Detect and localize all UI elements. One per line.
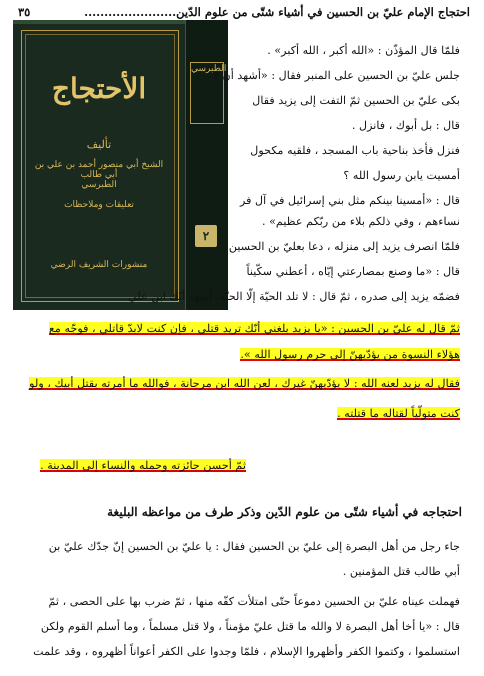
book-cover-line: تعليقات وملاحظات [64, 200, 134, 210]
text-line: فنزل فأخذ بناحية باب المسجد ، فلقيه مكحول [250, 144, 460, 157]
volume-number: ٢ [195, 225, 217, 247]
highlighted-line [34, 347, 460, 363]
book-cover-title: الأحتجاج [51, 72, 147, 105]
text-line: فلمّا قال المؤذّن : «الله أكبر ، الله أكبر» . [267, 44, 460, 57]
highlighted-text: هؤلاء النسوة من يؤدّيهنّ إلى حرم رسول الله ». [240, 348, 460, 361]
book-cover-image [13, 20, 227, 310]
text-line: أمسيت يابن رسول الله ؟ [343, 169, 460, 182]
text-line: استسلموا ، وكتموا الكفر وأظهروا الإسلام ، فلمّا وجدوا على الكفر أعواناً أظهروه ، وقد علمت [33, 645, 460, 658]
text-line: فضمّه يزيد إلى صدره ، ثمّ قال : لا تلد الحيّة إلّا الحيّة، أشهد أنّك ابن علي [128, 290, 460, 303]
highlighted-line [34, 458, 246, 474]
page-number: ٣٥ [18, 5, 31, 19]
spine-label: الطبرسي [190, 62, 224, 124]
highlighted-line [34, 406, 460, 422]
highlighted-line [29, 376, 460, 392]
running-title: احتجاج الإمام عليّ بن الحسين في أشياء شتّى من علوم الدّين....................... [84, 5, 470, 19]
text-line: قال : «ما وصنع بمصارعتي إيّاه ، أعطني سكّيناً [246, 265, 460, 278]
section-heading: احتجاجه في أشياء شتّى من علوم الدّين وذكر طرف من مواعظه البليغة [107, 505, 462, 519]
highlighted-text: كنت متولّياً لقتاله ما قتلته . [337, 407, 460, 420]
text-line: فلمّا انصرف يزيد إلى منزله ، دعا بعليّ بن الحسين [228, 240, 460, 253]
book-cover-line: تأليف [86, 138, 112, 151]
book-cover-line: منشورات الشريف الرضي [50, 260, 148, 270]
text-line: نساءهم ، وفي ذلكم بلاء من ربّكم عظيم» . [261, 215, 460, 228]
text-line: قال : «يا أخا أهل البصرة لا والله ما قتل عليّ مؤمناً ، ولا قتل مسلماً ، وما أسلم القوم ولكن [40, 620, 460, 633]
book-spine [185, 20, 228, 310]
text-line: قال : «أمسينا بينكم مثل بني إسرائيل في آل فر [239, 194, 460, 207]
text-line: قال : بل أبوك ، فانزل . [351, 119, 460, 132]
highlighted-line [34, 321, 460, 337]
page-header [18, 2, 470, 22]
highlighted-text: ثمّ أحسن جائزته وحمله والنساء إلى المدينة . [40, 459, 246, 472]
text-line: جلس عليّ بن الحسين على المنبر فقال : «أشهد أن لا [212, 69, 460, 82]
book-cover-line: الشيخ أبي منصور أحمد بن علي بن أبي طالب [34, 160, 164, 180]
text-line: جاء رجل من أهل البصرة إلى عليّ بن الحسين فقال : يا عليّ بن الحسين إنّ جدّك عليّ بن [48, 540, 460, 553]
text-line: أبي طالب قتل المؤمنين . [342, 565, 460, 578]
book-cover-line: الطبرسي [81, 180, 117, 190]
highlighted-text: ثمّ قال له عليّ بن الحسين : «يا يزيد بلغني أنّك تريد قتلي ، فإن كنت لابدّ قاتلي ، فوجّه مع [48, 322, 460, 335]
text-line: فهملت عيناه عليّ بن الحسين دموعاً حتّى امتلأت كفّه منها ، ثمّ ضرب بها على الحصى ، ثمّ [48, 595, 460, 608]
text-line: بكى عليّ بن الحسين ثمّ التفت إلى يزيد فقال [252, 94, 460, 107]
highlighted-text: فقال له يزيد لعنه الله : لا يؤدّيهنّ غيرك ، لعن الله ابن مرجانة ، فوالله ما أمرته بقتل أبيك ، ولو [29, 377, 460, 390]
